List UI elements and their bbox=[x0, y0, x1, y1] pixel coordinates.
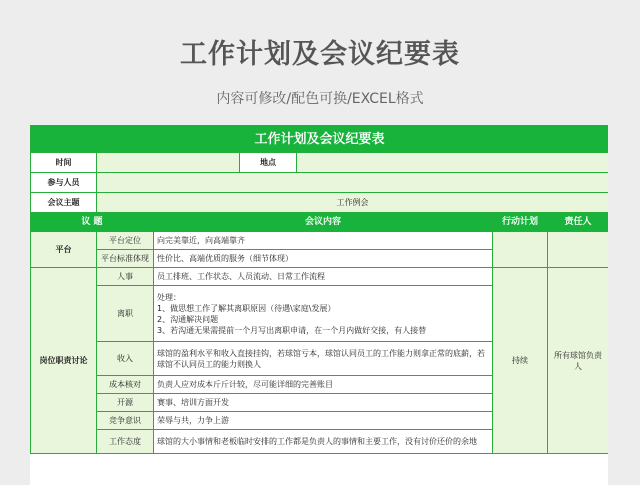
table-row bbox=[31, 268, 609, 286]
page-subtitle: 内容可修改/配色可换/EXCEL格式 bbox=[216, 91, 424, 107]
item-content[interactable]: 球馆的盈利水平和收入直接挂钩，若球馆亏本，球馆认同员工的工作能力则拿正常的底薪，若球馆不认同员工的能力则换人 bbox=[154, 342, 493, 376]
sheet-title: 工作计划及会议纪要表 bbox=[31, 126, 609, 153]
item-label: 平台定位 bbox=[97, 232, 154, 250]
item-content[interactable]: 球馆的大小事情和老板临时安排的工作都是负责人的事情和主要工作，没有讨价还价的余地 bbox=[154, 430, 493, 454]
item-content[interactable]: 负责人应对成本斤斤计较，尽可能详细的完善账目 bbox=[154, 376, 493, 394]
item-label: 离职 bbox=[97, 286, 154, 342]
item-content[interactable]: 员工排班、工作状态、人员流动、日常工作流程 bbox=[154, 268, 493, 286]
action-cell[interactable] bbox=[493, 232, 548, 268]
topic-row bbox=[31, 193, 609, 213]
item-label: 平台标准体现 bbox=[97, 250, 154, 268]
item-content[interactable]: 赛事、培训方面开发 bbox=[154, 394, 493, 412]
topic-label: 会议主题 bbox=[31, 193, 97, 213]
attendees-label: 参与人员 bbox=[31, 173, 97, 193]
col-header-owner: 责任人 bbox=[548, 213, 609, 232]
col-header-content: 会议内容 bbox=[154, 213, 493, 232]
col-header-topic: 议 题 bbox=[31, 213, 154, 232]
category-duties: 岗位职责讨论 bbox=[31, 268, 97, 454]
spreadsheet bbox=[30, 125, 608, 485]
item-content[interactable]: 向完美靠近，向高端靠齐 bbox=[154, 232, 493, 250]
topic-value[interactable]: 工作例会 bbox=[97, 193, 609, 213]
item-content[interactable]: 性价比、高端优质的服务（细节体现） bbox=[154, 250, 493, 268]
time-row bbox=[31, 153, 609, 173]
item-content[interactable] bbox=[154, 286, 493, 342]
item-label: 人事 bbox=[97, 268, 154, 286]
item-content[interactable]: 荣辱与共，力争上游 bbox=[154, 412, 493, 430]
item-label: 开源 bbox=[97, 394, 154, 412]
col-header-action: 行动计划 bbox=[493, 213, 548, 232]
content-line: 2、沟通解决问题 bbox=[157, 314, 219, 324]
action-cell[interactable]: 持续 bbox=[493, 268, 548, 454]
sheet-title-row bbox=[31, 126, 609, 153]
location-value[interactable] bbox=[297, 153, 609, 173]
item-label: 工作态度 bbox=[97, 430, 154, 454]
table-row bbox=[31, 232, 609, 250]
content-line: 1、做思想工作了解其离职原因（待遇\家庭\发展） bbox=[157, 303, 336, 313]
meeting-table bbox=[30, 125, 608, 454]
attendees-row bbox=[31, 173, 609, 193]
time-label: 时间 bbox=[31, 153, 97, 173]
item-label: 成本核对 bbox=[97, 376, 154, 394]
location-label: 地点 bbox=[240, 153, 297, 173]
content-line: 3、若沟通无果需提前一个月写出离职申请，在一个月内做好交接，有人接替 bbox=[157, 325, 427, 335]
attendees-value[interactable] bbox=[97, 173, 609, 193]
owner-cell[interactable]: 所有球馆负责人 bbox=[548, 268, 609, 454]
column-header-row bbox=[31, 213, 609, 232]
page-title: 工作计划及会议纪要表 bbox=[180, 39, 460, 70]
category-platform: 平台 bbox=[31, 232, 97, 268]
item-label: 竞争意识 bbox=[97, 412, 154, 430]
content-line: 处理： bbox=[157, 292, 181, 302]
time-value[interactable] bbox=[97, 153, 240, 173]
owner-cell[interactable] bbox=[548, 232, 609, 268]
item-label: 收入 bbox=[97, 342, 154, 376]
